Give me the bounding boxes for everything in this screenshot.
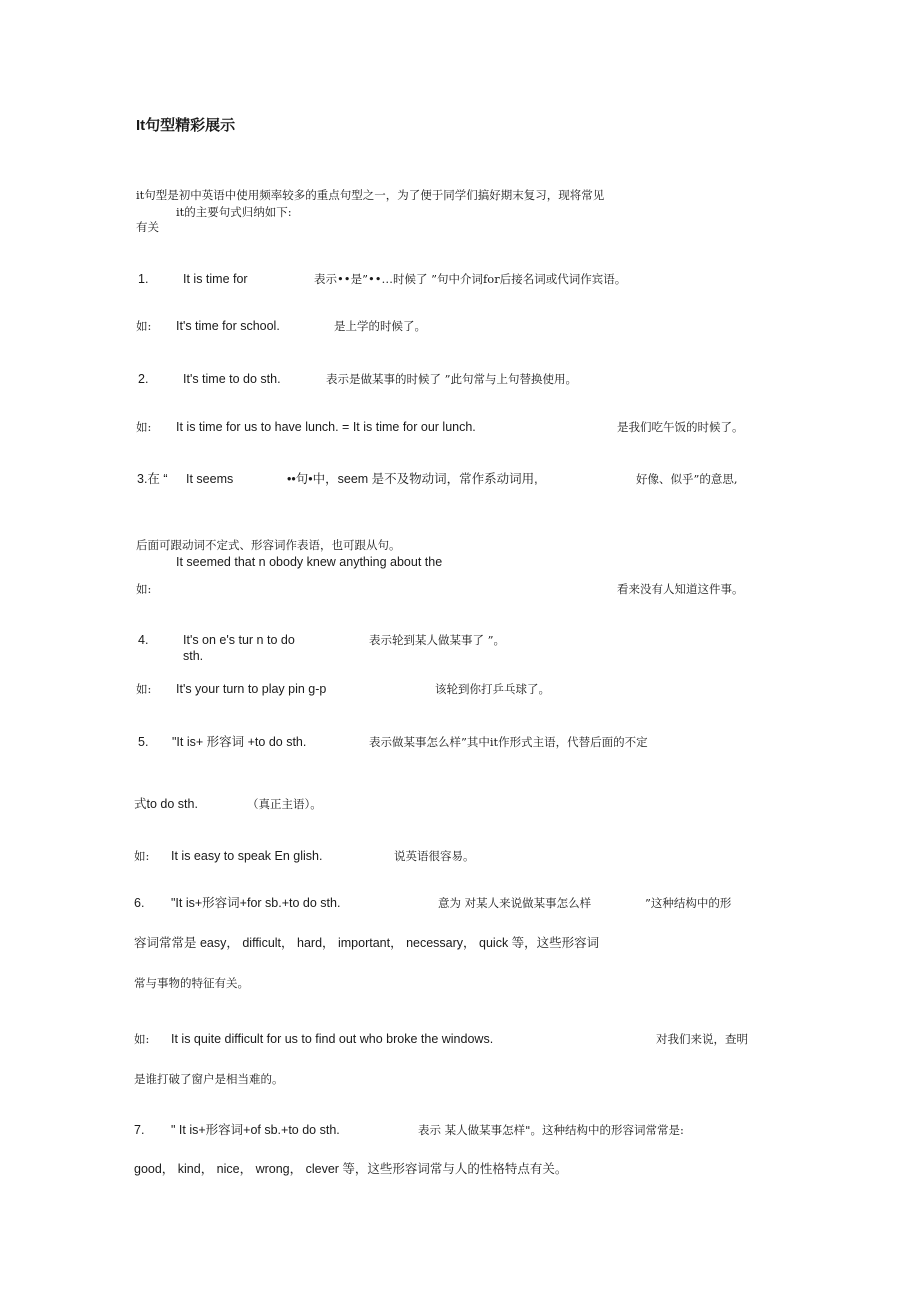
item-description-continued: good， kind， nice， wrong， clever 等，这些形容词常与人的性格特点有关。 (134, 1162, 568, 1176)
item-pattern: " It is+形容词+of sb.+to do sth. (171, 1123, 340, 1137)
example-english: It seemed that n obody knew anything about the (176, 555, 443, 569)
example-english: It's your turn to play pin g-p (176, 682, 327, 696)
item-description-continued: 常与事物的特征有关。 (134, 976, 249, 990)
intro-line-3: 有关 (136, 220, 159, 234)
item-pattern: It seems (186, 472, 234, 486)
item-description-note: （真正主语）。 (247, 797, 322, 811)
item-description-continued: 容词常常是 easy， difficult， hard， important， necessary， quick 等，这些形容词 (134, 936, 600, 950)
item-pattern: It's on e's tur n to do (183, 633, 295, 647)
item-pattern: It's time to do sth. (183, 372, 281, 386)
example-english: It is time for us to have lunch. = It is time for our lunch. (176, 420, 476, 434)
example-label: 如: (136, 319, 152, 333)
example-label: 如: (136, 582, 152, 596)
item-pattern: It is time for (183, 272, 248, 286)
item-description: 表示••是”••…时候了 ”句中介词for后接名词或代词作宾语。 (314, 272, 627, 286)
example-translation-continued: 是谁打破了窗户是相当难的。 (134, 1072, 284, 1086)
example-label: 如: (134, 1032, 150, 1046)
item-pattern-continued: sth. (183, 649, 204, 663)
item-description: 表示 某人做某事怎样"。这种结构中的形容词常常是: (418, 1123, 684, 1137)
item-description-right: 好像、似乎”的意思, (636, 472, 738, 486)
item-pattern: "It is+形容词+for sb.+to do sth. (171, 896, 341, 910)
intro-line-1: it句型是初中英语中使用频率较多的重点句型之一，为了便于同学们搞好期末复习，现将常见 (136, 188, 605, 202)
item-description: 意为 对某人来说做某事怎么样 (438, 896, 592, 910)
item-pattern: "It is+ 形容词 +to do sth. (172, 735, 307, 749)
item-number: 6. (134, 896, 145, 910)
item-description: ••句•中，seem 是不及物动词，常作系动词用, (287, 472, 538, 486)
item-number: 2. (138, 372, 149, 386)
item-number: 3.在 “ (137, 472, 168, 486)
example-translation: 说英语很容易。 (394, 849, 475, 863)
example-translation: 是上学的时候了。 (334, 319, 426, 333)
item-description-continued: 后面可跟动词不定式、形容词作表语，也可跟从句。 (136, 538, 401, 552)
item-number: 7. (134, 1123, 145, 1137)
page-title: It句型精彩展示 (136, 117, 236, 134)
example-english: It is easy to speak En glish. (171, 849, 323, 863)
item-number: 1. (138, 272, 149, 286)
item-number: 5. (138, 735, 149, 749)
example-label: 如: (136, 682, 152, 696)
example-label: 如: (136, 420, 152, 434)
item-description-right: ”这种结构中的形 (645, 896, 732, 910)
example-translation: 是我们吃午饭的时候了。 (617, 420, 744, 434)
example-label: 如: (134, 849, 150, 863)
item-description: 表示是做某事的时候了 ”此句常与上句替换使用。 (326, 372, 578, 386)
item-description: 表示轮到某人做某事了 ”。 (369, 633, 506, 647)
example-translation: 对我们来说，查明 (656, 1032, 748, 1046)
example-english: It is quite difficult for us to find out who broke the windows. (171, 1032, 494, 1046)
intro-line-2: it的主要句式归纳如下: (176, 205, 292, 219)
example-english: It's time for school. (176, 319, 280, 333)
item-number: 4. (138, 633, 149, 647)
example-translation: 看来没有人知道这件事。 (617, 582, 744, 596)
example-translation: 该轮到你打乒乓球了。 (435, 682, 550, 696)
item-description: 表示做某事怎么样”其中it作形式主语，代替后面的不定 (369, 735, 648, 749)
item-description-continued: 式to do sth. (134, 797, 198, 811)
